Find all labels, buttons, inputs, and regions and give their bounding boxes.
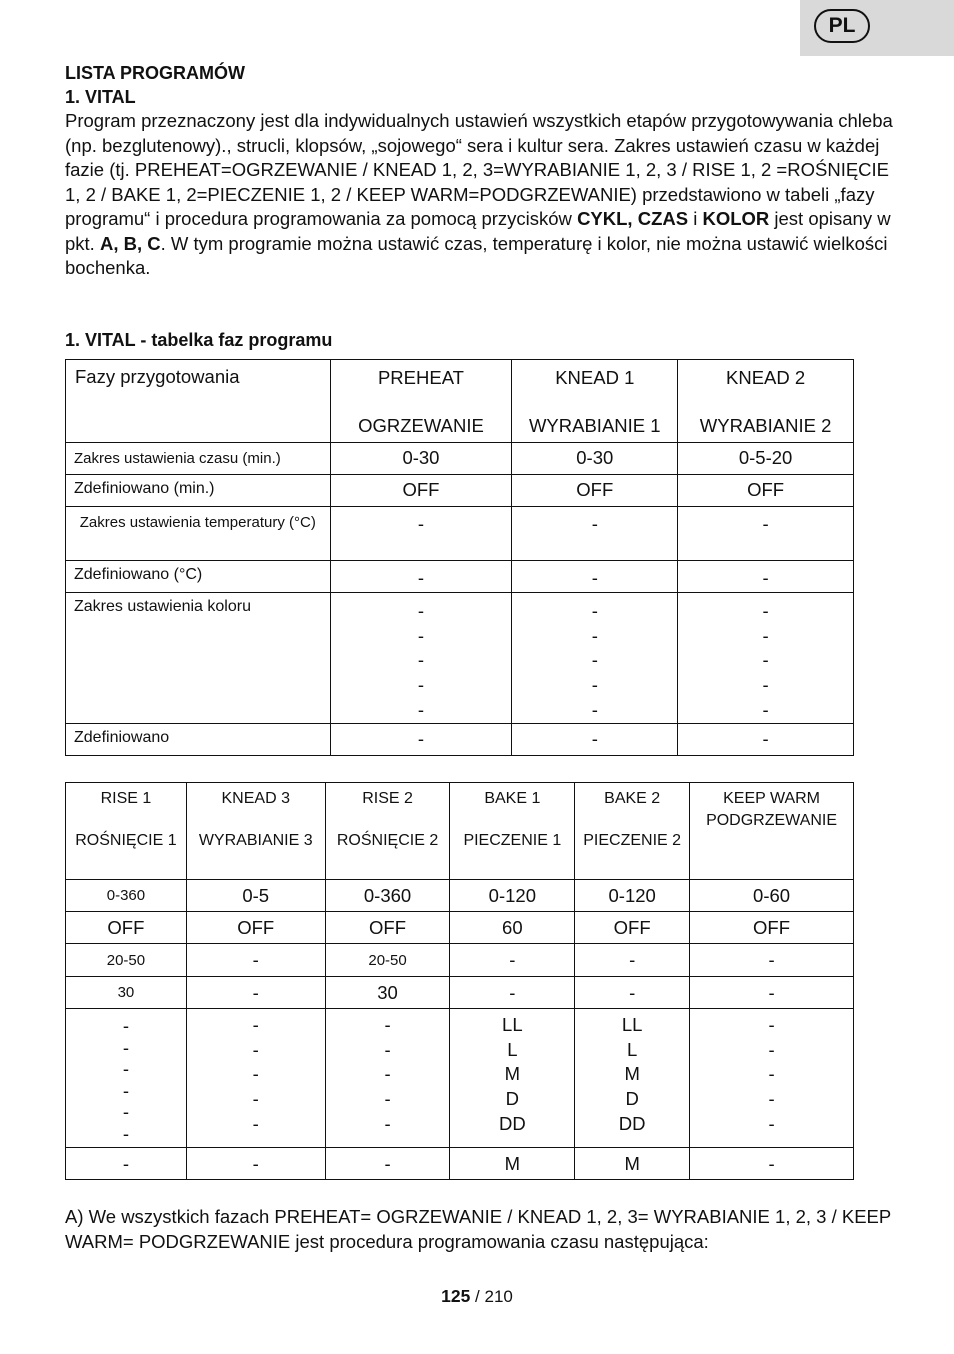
table-cell: 0-30 bbox=[330, 443, 512, 475]
header-cell bbox=[325, 783, 450, 880]
phase-en: RISE 2 bbox=[362, 790, 413, 807]
phase-pl: WYRABIANIE 3 bbox=[198, 832, 313, 849]
color-option: M bbox=[504, 1063, 521, 1085]
table-header-row bbox=[66, 783, 854, 880]
table-cell: 0-120 bbox=[450, 880, 575, 912]
color-option: - bbox=[122, 1101, 129, 1122]
color-option: - bbox=[122, 1079, 129, 1101]
header-cell bbox=[678, 360, 854, 443]
color-option: DD bbox=[618, 1112, 646, 1134]
color-option: - bbox=[252, 1063, 259, 1085]
table-cell bbox=[690, 1009, 854, 1148]
color-option: D bbox=[625, 1088, 639, 1110]
table-row bbox=[66, 475, 854, 507]
color-option: - bbox=[384, 1014, 391, 1035]
table-cell: 20-50 bbox=[66, 944, 187, 977]
desc-bold-points: A, B, C bbox=[99, 232, 161, 254]
table-cell: - bbox=[330, 507, 512, 561]
color-option: - bbox=[768, 1112, 775, 1134]
table-cell: - bbox=[450, 977, 575, 1009]
table-header-row bbox=[66, 360, 854, 443]
table-cell bbox=[186, 1009, 325, 1148]
color-option: - bbox=[384, 1038, 391, 1060]
color-option: - bbox=[591, 600, 598, 621]
table-cell: - bbox=[450, 944, 575, 977]
color-option: - bbox=[252, 1112, 259, 1134]
phase-en: PREHEAT bbox=[377, 367, 464, 388]
table-row bbox=[66, 593, 854, 724]
table-title: 1. VITAL - tabelka faz programu bbox=[65, 330, 333, 350]
color-option: - bbox=[591, 649, 598, 671]
header-cell bbox=[450, 783, 575, 880]
color-option: DD bbox=[498, 1112, 526, 1134]
table-row bbox=[66, 944, 854, 977]
table-cell: - bbox=[330, 724, 512, 756]
table-cell: - bbox=[690, 1148, 854, 1180]
color-option: - bbox=[252, 1038, 259, 1060]
table-cell: 20-50 bbox=[325, 944, 450, 977]
program-description bbox=[65, 109, 895, 281]
color-option: - bbox=[417, 674, 425, 696]
table-cell: - bbox=[325, 1148, 450, 1180]
table-cell: - bbox=[512, 561, 678, 593]
table-cell: 0-5-20 bbox=[678, 443, 854, 475]
table-cell: OFF bbox=[690, 912, 854, 944]
table-cell: 0-60 bbox=[690, 880, 854, 912]
table-cell: - bbox=[186, 977, 325, 1009]
table-row bbox=[66, 977, 854, 1009]
header-cell bbox=[186, 783, 325, 880]
table-cell bbox=[450, 1009, 575, 1148]
color-option: LL bbox=[621, 1014, 643, 1035]
header-cell bbox=[690, 783, 854, 880]
color-option: - bbox=[768, 1014, 775, 1035]
row-label: Zakres ustawienia czasu (min.) bbox=[66, 443, 331, 475]
desc-bold-buttons: CYKL, CZAS bbox=[577, 208, 689, 229]
desc-text-2: i bbox=[688, 208, 703, 229]
color-option: - bbox=[591, 624, 598, 646]
table-cell: 0-5 bbox=[186, 880, 325, 912]
phase-en: BAKE 2 bbox=[604, 790, 661, 807]
table-cell: OFF bbox=[678, 475, 854, 507]
phase-pl: PIECZENIE 2 bbox=[583, 832, 682, 849]
table-row bbox=[66, 1148, 854, 1180]
table-cell: OFF bbox=[512, 475, 678, 507]
table-cell bbox=[66, 1009, 187, 1148]
color-option: - bbox=[122, 1015, 129, 1036]
table-cell bbox=[325, 1009, 450, 1148]
table-cell: OFF bbox=[186, 912, 325, 944]
table-cell: - bbox=[678, 724, 854, 756]
table-cell: - bbox=[575, 944, 690, 977]
color-option: L bbox=[507, 1038, 518, 1060]
phase-table-2 bbox=[65, 782, 854, 1180]
table-cell: - bbox=[678, 507, 854, 561]
color-option: - bbox=[252, 1014, 259, 1035]
program-title: 1. VITAL bbox=[65, 87, 136, 107]
desc-text-1: Program przeznaczony jest dla indywidualnych ustawień wszystkich etapów przygotowywania chleba (np. bezglutenowy)., strucli, klopsów, „sojowego“ sera i kultur sera. Zakres ustawień czasu w każdej fazie (tj. PREHEAT=OGRZEWANIE / KNEAD 1, 2, 3=WYRABIANIE 1, 2, 3 / RISE 1, 2 =ROŚNIĘCIE 1, 2 / BAKE 1, 2=PIECZENIE 1, 2 / KEEP WARM=PODGRZEWANIE) przedstawiono w tabeli „fazy programu“ i procedura programowania za pomocą przycisków bbox=[65, 110, 893, 229]
phase-en: KNEAD 3 bbox=[221, 790, 290, 807]
color-option: - bbox=[762, 674, 769, 696]
table-cell bbox=[512, 593, 678, 724]
table-cell: - bbox=[575, 977, 690, 1009]
table-row bbox=[66, 880, 854, 912]
table-cell: OFF bbox=[325, 912, 450, 944]
desc-text-4: . W tym programie można ustawić czas, temperaturę i kolor, nie można ustawić wielkości bochenka. bbox=[65, 232, 888, 278]
table-cell: 0-30 bbox=[512, 443, 678, 475]
intro-section bbox=[65, 61, 895, 281]
table-row bbox=[66, 443, 854, 475]
table-row bbox=[66, 507, 854, 561]
header-corner: Fazy przygotowania bbox=[66, 360, 331, 443]
table-cell: - bbox=[512, 507, 678, 561]
language-tab bbox=[800, 0, 954, 56]
phase-pl: ROŚNIĘCIE 2 bbox=[336, 832, 439, 849]
color-option: M bbox=[624, 1063, 640, 1085]
header-cell bbox=[330, 360, 512, 443]
color-option: - bbox=[122, 1058, 129, 1079]
table-cell: 0-120 bbox=[575, 880, 690, 912]
color-option: - bbox=[762, 698, 769, 720]
page-separator: / bbox=[470, 1287, 485, 1306]
table-cell: - bbox=[512, 724, 678, 756]
color-option: - bbox=[762, 624, 769, 646]
color-option: - bbox=[122, 1036, 129, 1058]
table-cell: M bbox=[450, 1148, 575, 1180]
color-option: - bbox=[384, 1088, 391, 1110]
table-cell: 0-360 bbox=[66, 880, 187, 912]
page-heading: LISTA PROGRAMÓW bbox=[65, 63, 245, 83]
color-option: - bbox=[122, 1122, 129, 1144]
phase-en: KNEAD 1 bbox=[555, 367, 635, 388]
header-cell bbox=[575, 783, 690, 880]
phase-pl: PODGRZEWANIE bbox=[706, 812, 838, 829]
color-option: LL bbox=[502, 1014, 523, 1035]
table-cell: OFF bbox=[330, 475, 512, 507]
table-row bbox=[66, 724, 854, 756]
table-cell: - bbox=[690, 977, 854, 1009]
table-cell: - bbox=[678, 561, 854, 593]
phase-pl: WYRABIANIE 1 bbox=[528, 415, 661, 436]
color-option: - bbox=[768, 1063, 775, 1085]
color-option: - bbox=[762, 649, 769, 671]
phase-pl: WYRABIANIE 2 bbox=[699, 415, 832, 436]
color-option: L bbox=[627, 1038, 638, 1060]
table-cell: - bbox=[186, 944, 325, 977]
table-cell: 30 bbox=[66, 977, 187, 1009]
table-cell: - bbox=[186, 1148, 325, 1180]
row-label: Zakres ustawienia temperatury (°C) bbox=[66, 507, 331, 561]
table-cell: OFF bbox=[66, 912, 187, 944]
phase-en: KEEP WARM bbox=[723, 790, 820, 807]
phase-pl: PIECZENIE 1 bbox=[463, 832, 562, 849]
desc-bold-color: KOLOR bbox=[702, 208, 770, 229]
table-cell: - bbox=[690, 944, 854, 977]
phase-en: KNEAD 2 bbox=[726, 367, 806, 388]
row-label: Zdefiniowano (min.) bbox=[66, 475, 331, 507]
procedure-intro: A) We wszystkich fazach PREHEAT= OGRZEWANIE / KNEAD 1, 2, 3= WYRABIANIE 1, 2, 3 / KEEP WARM= PODGRZEWANIE jest procedura programowania czasu następująca: bbox=[65, 1206, 891, 1252]
color-option: - bbox=[768, 1038, 775, 1060]
phase-en: BAKE 1 bbox=[484, 790, 541, 807]
table-cell bbox=[330, 593, 512, 724]
table-row bbox=[66, 561, 854, 593]
phase-pl: ROŚNIĘCIE 1 bbox=[75, 832, 177, 849]
table-cell: 60 bbox=[450, 912, 575, 944]
table-cell bbox=[575, 1009, 690, 1148]
page-current: 125 bbox=[441, 1286, 471, 1306]
color-option: - bbox=[417, 698, 425, 720]
color-option: - bbox=[384, 1063, 391, 1085]
header-cell bbox=[66, 783, 187, 880]
color-option: - bbox=[252, 1088, 259, 1110]
table-cell: OFF bbox=[575, 912, 690, 944]
table-cell bbox=[678, 593, 854, 724]
header-cell bbox=[512, 360, 678, 443]
desc-text-3: jest opisany w pkt. bbox=[65, 208, 891, 254]
table-cell: M bbox=[575, 1148, 690, 1180]
table-cell: 0-360 bbox=[325, 880, 450, 912]
table-row bbox=[66, 912, 854, 944]
table-cell: - bbox=[330, 561, 512, 593]
color-option: D bbox=[505, 1088, 520, 1110]
color-option: - bbox=[591, 698, 598, 720]
row-label: Zdefiniowano bbox=[66, 724, 331, 756]
phase-table-1 bbox=[65, 359, 854, 756]
color-option: - bbox=[417, 600, 425, 621]
table-cell: - bbox=[66, 1148, 187, 1180]
color-option: - bbox=[384, 1112, 391, 1134]
page-total: 210 bbox=[484, 1287, 513, 1306]
color-option: - bbox=[768, 1088, 775, 1110]
language-badge: PL bbox=[814, 9, 870, 43]
color-option: - bbox=[417, 649, 425, 671]
color-option: - bbox=[762, 600, 769, 621]
phase-pl: OGRZEWANIE bbox=[358, 415, 484, 436]
color-option: - bbox=[417, 624, 425, 646]
color-option: - bbox=[591, 674, 598, 696]
table-cell: 30 bbox=[325, 977, 450, 1009]
row-label: Zakres ustawienia koloru bbox=[66, 593, 331, 724]
phase-en: RISE 1 bbox=[100, 790, 152, 807]
row-label: Zdefiniowano (°C) bbox=[66, 561, 331, 593]
page-number bbox=[0, 1286, 954, 1307]
table-row bbox=[66, 1009, 854, 1148]
